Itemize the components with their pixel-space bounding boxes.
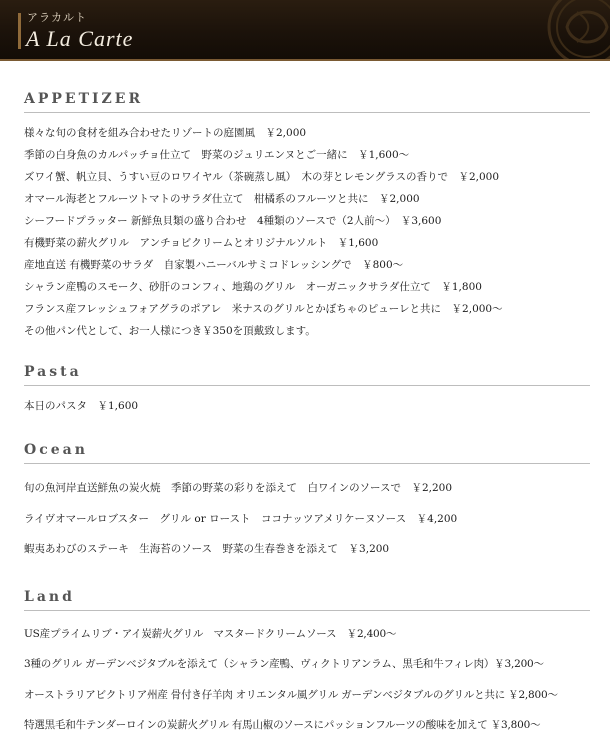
menu-item: オマール海老とフルーツトマトのサラダ仕立て 柑橘系のフルーツと共に ￥2,000: [24, 193, 420, 205]
menu-item: シーフードプラッター 新鮮魚貝類の盛り合わせ 4種類のソースで（2人前～） ￥3,600: [24, 215, 442, 227]
header-subtitle: アラカルト: [27, 11, 87, 24]
menu-item: フランス産フレッシュフォアグラのポアレ 米ナスのグリルとかぼちゃのピューレと共に ￥2,000～: [24, 303, 503, 315]
menu-item: 有機野菜の薪火グリル アンチョビクリームとオリジナルソルト ￥1,600: [24, 237, 379, 249]
menu-note: その他パン代として、お一人様につき￥350を頂戴致します。: [24, 325, 316, 337]
section-title-appetizer: APPETIZER: [24, 91, 590, 113]
emblem-icon: [542, 0, 610, 61]
section-title-ocean: Ocean: [24, 442, 590, 464]
menu-item: 蝦夷あわびのステーキ 生海苔のソース 野菜の生春巻きを添えて ￥3,200: [24, 543, 390, 555]
section-title-land: Land: [24, 589, 590, 611]
menu-item: 特選黒毛和牛テンダーロインの炭薪火グリル 有馬山椒のソースにパッションフルーツの酸味を加えて ￥3,800～: [24, 719, 541, 731]
menu-item: シャラン産鴨のスモーク、砂肝のコンフィ、地鶏のグリル オーガニックサラダ仕立て ￥1,800: [24, 281, 482, 293]
menu-item: US産プライムリブ・アイ炭薪火グリル マスタードクリームソース ￥2,400～: [24, 627, 397, 640]
menu-item: ライヴオマールロブスター グリル or ロースト ココナッツアメリケーヌソース ￥4,200: [24, 512, 458, 525]
header-accent-bar: [18, 13, 21, 49]
land-list: [24, 619, 590, 741]
menu-content: [0, 91, 610, 741]
section-title-pasta: Pasta: [24, 364, 590, 386]
menu-item: オーストラリアビクトリア州産 骨付き仔羊肉 オリエンタル風グリル ガーデンベジタブルのグリルと共に ￥2,800～: [24, 688, 558, 701]
ocean-list: [24, 473, 590, 565]
header-divider: [0, 59, 610, 61]
menu-item: 本日のパスタ ￥1,600: [24, 400, 139, 412]
menu-item: 3種のグリル ガーデンベジタブルを添えて（シャラン産鴨、ヴィクトリアンラム、黒毛和牛フィレ肉）￥3,200～: [24, 658, 544, 670]
menu-item: 旬の魚河岸直送鮮魚の炭火焼 季節の野菜の彩りを添えて 白ワインのソースで ￥2,200: [24, 482, 453, 494]
menu-item: ズワイ蟹、帆立貝、うすい豆のロワイヤル（茶碗蒸し風） 木の芽とレモングラスの香りで ￥2,000: [24, 171, 500, 183]
menu-item: 様々な旬の食材を組み合わせたリゾートの庭園風 ￥2,000: [24, 127, 307, 139]
pasta-list: [24, 395, 590, 417]
menu-item: 産地直送 有機野菜のサラダ 自家製ハニーバルサミコドレッシングで ￥800～: [24, 259, 404, 271]
menu-item: 季節の白身魚のカルパッチョ仕立て 野菜のジュリエンヌとご一緒に ￥1,600～: [24, 149, 410, 161]
page-header: [0, 0, 610, 61]
appetizer-list: [24, 122, 590, 342]
header-title: A La Carte: [26, 26, 134, 51]
